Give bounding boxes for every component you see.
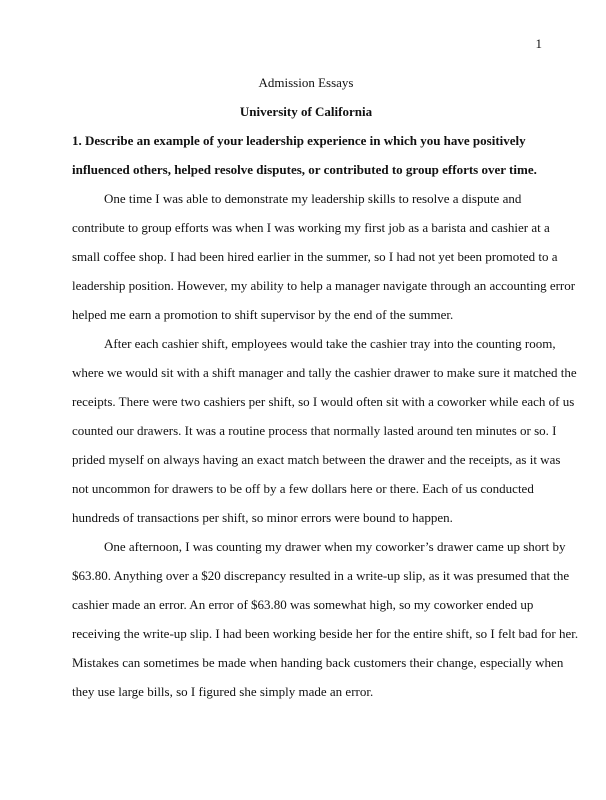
paragraph-line: After each cashier shift, employees would take the cashier tray into the counting room, [104,336,556,351]
paragraph-line: hundreds of transactions per shift, so minor errors were bound to happen. [72,510,453,525]
paragraph-line: receiving the write-up slip. I had been working beside her for the entire shift, so I felt bad for her. [72,626,579,641]
paragraph-line: where we would sit with a shift manager and tally the cashier drawer to make sure it matched the [72,365,577,380]
paragraph-line: counted our drawers. It was a routine process that normally lasted around ten minutes or so. I [72,423,557,438]
essay-prompt [72,126,540,184]
paragraph-line: Mistakes can sometimes be made when handing back customers their change, especially when [72,655,564,670]
paragraph-line: receipts. There were two cashiers per shift, so I would often sit with a coworker while each of us [72,394,575,409]
paragraph-line: cashier made an error. An error of $63.80 was somewhat high, so my coworker ended up [72,597,534,612]
paragraph-line: $63.80. Anything over a $20 discrepancy resulted in a write-up slip, as it was presumed that the [72,568,570,583]
prompt-line: 1. Describe an example of your leadership experience in which you have positively [72,133,526,148]
paragraph-line: contribute to group efforts was when I was working my first job as a barista and cashier at a [72,220,550,235]
paragraph-line: leadership position. However, my ability to help a manager navigate through an accounting error [72,278,576,293]
paragraph-line: small coffee shop. I had been hired earlier in the summer, so I had not yet been promoted to a [72,249,558,264]
paragraph-line: helped me earn a promotion to shift supervisor by the end of the summer. [72,307,454,322]
document-title: Admission Essays [258,75,354,90]
paragraph-2 [72,329,577,532]
paragraph-line: not uncommon for drawers to be off by a few dollars here or there. Each of us conducted [72,481,534,496]
paragraph-line: prided myself on always having an exact match between the drawer and the receipts, as it was [72,452,561,467]
paragraph-line: One afternoon, I was counting my drawer when my coworker’s drawer came up short by [104,539,566,554]
document-body [72,68,579,706]
paragraph-1 [72,184,576,329]
paragraph-line: One time I was able to demonstrate my leadership skills to resolve a dispute and [104,191,522,206]
paragraph-line: they use large bills, so I figured she simply made an error. [72,684,374,699]
university-heading: University of California [239,104,373,119]
paragraph-3 [72,532,579,706]
prompt-line: influenced others, helped resolve disputes, or contributed to group efforts over time. [72,162,537,177]
page-number: 1 [535,36,542,51]
